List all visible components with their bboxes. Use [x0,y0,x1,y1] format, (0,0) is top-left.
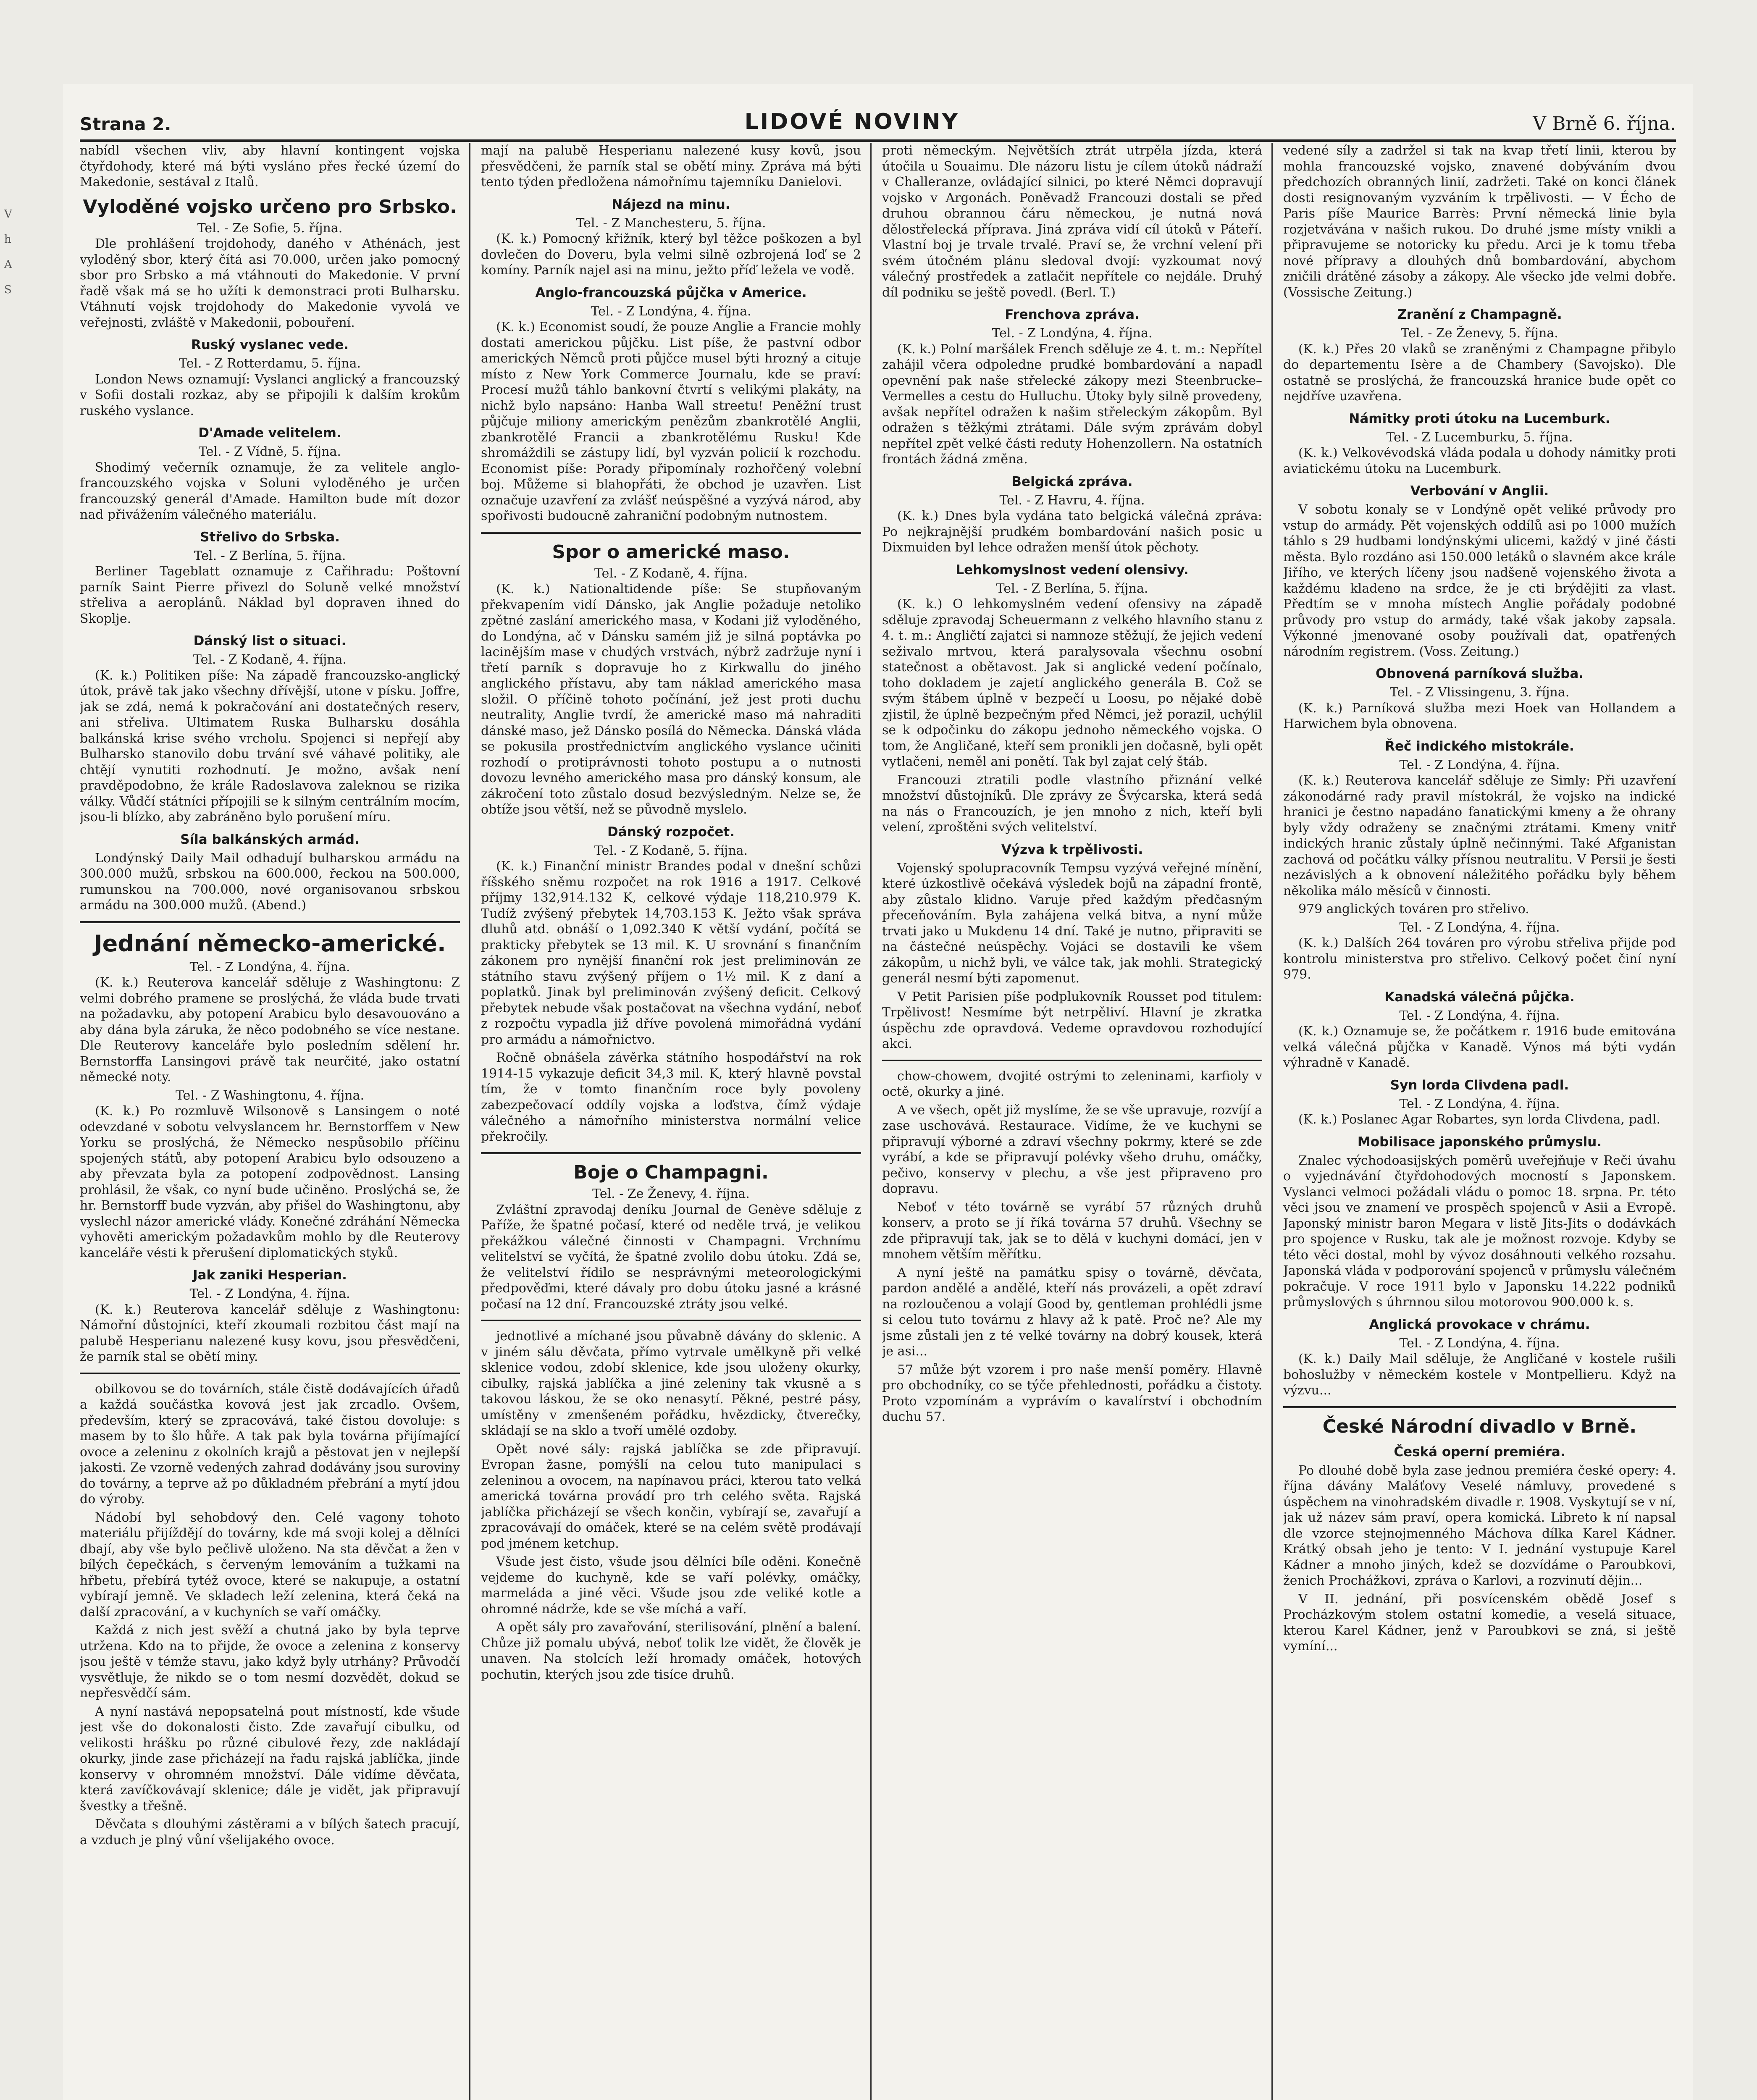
article-dateline: Tel. - Z Rotterdamu, 5. října. [179,356,361,371]
article-paragraph: vedené síly a zadržel si tak na kvap třetí linii, kterou by mohla francouzské vojsko, znavené dobýváním dvou předchozích obranných linií, zadržeti. Také on konci článek dosti resignovaným vyzváním k trpělivosti. — V Écho de Paris píše Maurice Barrès: První německá linie byla rozjetvávána v našich rukou. Do druhé jsme místy vnikli a připravujeme se notoricky ku předu. Arci je k tomu třeba nové přípravy a dlouhých dnů bombardování, abychom zničili drátěné zásoby a zákopy. Ale všecko jde velmi dobře. (Vossische Zeitung.) [1283,143,1676,300]
article-dateline: Tel. - Ze Sofie, 5. října. [197,220,343,236]
article-dateline: Tel. - Z Kodaně, 5. října. [594,843,748,858]
margin-mark: V [4,208,12,220]
article-paragraph: A opět sály pro zavařování, sterilisování, plnění a balení. Chůze již pomalu ubývá, neboť tolik lze vidět, že člověk je unaven. Na stolcích leží hromady omáček, hotových pochutin, kterých jsou zde tisíce druhů. [481,1620,861,1682]
article-headline: Zranění z Champagně. [1397,307,1562,322]
article-dateline: Tel. - Z Vlissingenu, 3. října. [1389,685,1570,700]
article-paragraph: Děvčata s dlouhými zástěrami a v bílých šatech pracují, a vzduch je plný vůní všelijakého ovoce. [80,1817,460,1848]
article-headline: Obnovená parníková služba. [1375,666,1584,681]
article-paragraph: Ročně obnášela závěrka státního hospodářství na rok 1914-15 vykazuje deficit 34,3 mil. K, který hlavně povstal tím, že v tomto finančním roce byly povoleny zabezpečovací oddíly vojska a loďstva, čímž výdaje válečného a námořního ministerstva normální velice překročily. [481,1050,861,1144]
page-number: Strana 2. [80,114,171,134]
article-paragraph: (K. k.) Poslanec Agar Robartes, syn lorda Clivdena, padl. [1298,1112,1661,1127]
article-dateline: Tel. - Z Berlína, 5. října. [996,581,1148,596]
column-divider [469,143,470,2100]
section-rule [882,1060,1262,1061]
article-headline: Belgická zpráva. [1011,474,1133,489]
article-paragraph: Nádobí byl sehobdový den. Celé vagony tohoto materiálu přijíždějí do továrny, kde má svoji kolej a dělníci dbají, aby vše bylo pečlivě uloženo. Na sta děvčat a žen v bílých čepečkách, s červeným lemováním a tužkami na hřbetu, přebírá tytéž ovoce, které se nakupuje, a ostatní vybírají jemně. Ve skladech leží zelenina, která čeká na další zpracování, a v kuchyních se vaří omáčky. [80,1510,460,1620]
article-dateline: Tel. - Z Kodaně, 4. října. [594,566,748,581]
article-dateline: Tel. - Z Londýna, 4. října. [1399,1008,1560,1023]
article-dateline: Tel. - Z Londýna, 4. října. [189,1286,350,1301]
article-paragraph: nabídl všechen vliv, aby hlavní kontingent vojska čtyřdohody, které má býti vysláno přes řecké území do Makedonie, sestával z Italů. [80,143,460,189]
article-dateline: Tel. - Ze Ženevy, 4. října. [592,1186,750,1201]
article-headline: Spor o americké maso. [552,541,790,563]
article-paragraph: (K. k.) Economist soudí, že pouze Anglie a Francie mohly dostati americkou půjčku. List píše, že pastvní odbor amerických Němců proti půjčce musel býti hrozný a cituje místo z New York Commerce Journalu, kde se praví: Procesí mužů táhlo bankovní čtvrtí s velikými plakáty, na nichž bylo napsáno: Hanba Wall streetu! Peněžní trust půjčuje miliony americkým penězům zbankrotělé Anglii, zbankrotělé Francii a zbankrotělému Rusku! Kde shromáždili se zástupy lidí, byl vyzván policií k rozchodu. Economist píše: Porady připomínaly rozhořčený volební boj. Můžeme si blahopřáti, že obchod je uzavřen. List označuje uzavření za zvlášť neúspěšné a vyzývá národ, aby spořivosti budoucně zahraniční podobným nutnostem. [481,320,861,523]
article-paragraph: Vojenský spolupracovník Tempsu vyzývá veřejné mínění, které úzkostlivě očekává výsledek bojů na západní frontě, aby zůstalo klidno. Varuje před každým předčasným přeceňováním. Byla zahájena velká bitva, a nyní může trvati jako u Mukdenu 14 dní. Také je nutno, připraviti se na částečné neúspěchy. Vojáci se dostavili ke všem zákopům, u nichž byli, ve válce tak, jak mohli. Strategický generál nesmí býti zapomenut. [882,861,1262,986]
article-headline: Česká operní premiéra. [1394,1444,1565,1460]
article-paragraph: mají na palubě Hesperianu nalezené kusy kovů, jsou přesvědčeni, že parník stal se obětí miny. Zpráva má býti tento týden předložena námořnímu tajemníku Danielovi. [481,143,861,189]
article-paragraph: (K. k.) Nationaltidende píše: Se stupňovaným překvapením vidí Dánsko, jak Anglie požaduje netolikо zpětné zaslání amerického masa, v Kodani již vyloděného, do Londýna, ač v Dánsku samém již je silná poptávka po lacinějším mase v chudých vrstvách, nýbrž zadržuje nyní i třetí parník s dopravuje ho z Kirkwallu do jiného anglického přístavu, aby tam náklad amerického masa složil. O příčině tohoto počínání, jež jest proti duchu neutrality, Anglie tvrdí, že americké maso má nahraditi dánské maso, jež Dánsko posílá do Německa. Dánská vláda se pokusila prostřednictvím anglického vyslance učiniti rozhodí o protiprávnosti tohoto postupu a o nutnosti dovozu levného amerického masa pro dánský konsum, ale zákročení toto zůstalo dosud bezvýsledným. Nelze se, že obtíže jsou větší, než se původně myslelo. [481,582,861,817]
article-headline: Námitky proti útoku na Lucemburk. [1349,411,1610,426]
article-paragraph: (K. k.) Pomocný křižník, který byl těžce poškozen a byl dovlečen do Doveru, byla velmi silně ozbrojená loď se 2 komíny. Parník najel asi na minu, ježto příď ležela ve vodě. [481,231,861,278]
article-dateline: Tel. - Z Londýna, 4. října. [1399,1096,1560,1111]
article-dateline: Tel. - Z Havru, 4. října. [999,493,1145,508]
article-headline: Boje o Champagni. [573,1162,769,1183]
newspaper-title: LIDOVÉ NOVINY [744,109,960,134]
column-4 [1283,143,1676,2100]
article-paragraph: Berliner Tageblatt oznamuje z Cařihradu: Poštovní parník Saint Pierre přivezl do Soluně velké množství střeliva a aeroplánů. Náklad byl dopraven ihned do Skoplje. [80,564,460,626]
article-headline: Lehkomyslnost vedení olensivy. [956,562,1189,578]
article-paragraph: Neboť v této továrně se vyrábí 57 různých druhů konserv, a proto se jí říká továrna 57 druhů. Všechny se zde připravují tak, jak se to dělá v kuchyni domácí, jen v mnohem větším měřítku. [882,1200,1262,1262]
running-header [80,88,1676,142]
article-paragraph: chow-chowem, dvojité ostrými to zeleninami, karfioly v octě, okurky a jiné. [882,1068,1262,1099]
article-paragraph: Znalec východoasijských poměrů uveřejňuje v Reči úvahu o vyjednávání čtyřdohodových mocností s Japonskem. Vyslanci velmoci požádali vládu o pomoc 18. srpna. Pr. této věci jsou ve znamení ve prospěch spojenců v Asii a Evropě. Japonský ministr baron Megara v listě Jits-Jits o dodávkách pro spojence v Rusku, tak ale je možnost rozvoje. Kdyby se této věci dostal, mohl by vývoz dosáhnouti velkého rozsahu. Japonská vláda v podporování spojenců v průmyslu válečném pokračuje. V roce 1911 bylo v Japonsku 14.222 podniků průmyslových s úhrnnou silou motorovou 900.000 k. s. [1283,1153,1676,1310]
article-headline: D'Amade velitelem. [198,425,341,441]
article-paragraph: V II. jednání, při posvícenském obědě Josef s Procházkovým stolem ostatní komedie, a veselá situace, kterou Karel Kádner, jenž v Paroubkovi se zná, si ještě vymíní... [1283,1591,1676,1654]
article-paragraph: Všude jest čisto, všude jsou dělníci bíle oděni. Konečně vejdeme do kuchyně, kde se vaří polévky, omáčky, marmeláda a jiné věci. Všude jsou zde veliké kotle a ohromné nádrže, kde se vše míchá a vaří. [481,1554,861,1617]
article-paragraph: A nyní ještě na památku spisy o továrně, děvčata, pardon andělé a andělé, kteří nás provázeli, a opět zdraví na rozloučenou a volají Good by, gentleman prohlédli jsme si celou tuto továrnu z hlavy až k patě. Proč ne? Ale my jsme zůstali jen z té velké továrny na dobrý kousek, která je asi... [882,1265,1262,1359]
article-headline: Frenchova zpráva. [1005,307,1140,322]
margin-marks [4,202,29,302]
margin-mark: h [4,233,11,246]
article-dateline: Tel. - Z Vídně, 5. října. [199,444,341,459]
article-dateline: Tel. - Z Kodaně, 4. října. [193,652,347,667]
article-paragraph: Zvláštní zpravodaj deníku Journal de Genève sděluje z Paříže, že špatné počasí, které od neděle trvá, je velikou překážkou válečné činnosti v Champagni. Vrchnímu velitelství se vyčítá, že špatné zvolilo dobu útoku. Zdá se, že velitelství řídilo se nesprávnými meteorologickými předpověďmi, které dávaly pro dobu útoku jasné a krásné počasí na 12 dní. Francouzské ztráty jsou velké. [481,1202,861,1312]
section-rule [481,1152,861,1154]
article-headline: Verbování v Anglii. [1410,483,1549,499]
article-paragraph: Dle prohlášení trojdohody, daného v Athénách, jest vyloděný sbor, který čítá asi 70.000, určen jako pomocný sbor pro Srbsko a má vtáhnouti do Makedonie. V první řadě však má se ho užíti k demonstraci proti Bulharsku. Vtáhnutí vojsk trojdohody do Makedonie vyvolá ve veřejnosti, zvláště v Makedonii, pobouření. [80,236,460,330]
article-paragraph: (K. k.) Polní maršálek French sděluje ze 4. t. m.: Nepřítel zahájil včera odpoledne prudké bombardování a napadl opevnění pak naše střelecké zákopy mezi Steenbrucke–Vermelles a cestu do Hulluchu. Útoky byly silně provedeny, avšak nepřítel odražen k našim střeleckým zákopům. Byl odražen s těžkými ztrátami. Dále svým zprávám dobyl nepřítel zpět velké části reduty Hohenzollern. Na ostatních frontách žádná změna. [882,341,1262,467]
column-1 [80,143,460,2100]
section-rule [481,532,861,534]
article-headline: Střelivo do Srbska. [200,529,340,545]
article-headline: České Národní divadlo v Brně. [1322,1415,1637,1437]
article-paragraph: London News oznamují: Vyslanci anglický a francouzský v Sofii dostali rozkaz, aby se připojili k dalším krokům ruského vyslance. [80,372,460,418]
article-paragraph: Každá z nich jest svěží a chutná jako by byla teprve utržena. Kdo na to přijde, že ovoce a zelenina z konservy jsou ještě v témže stavu, jako když byly utrhány? Průvodčí vysvětluje, že nikdo se o tom nesmí dozvědět, dokud se nepřesvědčí sám. [80,1623,460,1701]
article-paragraph: jednotlivé a míchané jsou půvabně dávány do sklenic. A v jiném sálu děvčata, přímo vytrvale umělkyně při velké sklenice vodou, zdobí sklenice, kde jsou uloženy okurky, cibulky, rajská jablíčka a jiné zeleniny tak vkusně a s takovou láskou, že se oko nenasytí. Pěkné, pestré pásy, umístěny v zmenšeném pořádku, hvězdicky, čtverečky, skládají se na sklo a tvoří umělé ozdoby. [481,1329,861,1438]
article-paragraph: Londýnský Daily Mail odhadují bulharskou armádu na 300.000 mužů, srbskou na 600.000, řeckou na 500.000, rumunskou na 700.000, nové organisovanou srbskou armádu na 300.000 mužů. (Abend.) [80,850,460,913]
article-paragraph: V sobotu konaly se v Londýně opět veliké průvody pro vstup do armády. Pět vojenských oddílů asi po 1000 mužích táhlo s 29 hudbami londýnskými ulicemi, každý v jiné části města. Bylo rozdáno asi 150.000 letáků o slavném akce krále Jiřího, ve kterých líčeny jsou nadšeně vojenského života a každému kladeno na srdce, že je cti brýdějiti za vlast. Předtím se v mnoha místech Anglie pořádaly podobné průvody pro vstup do armády, také však jakoby zapsala. Výkonné jmenované osoby používali dat, opatřených národním registrem. (Voss. Zeitung.) [1283,502,1676,659]
article-dateline: Tel. - Z Londýna, 4. října. [1399,1336,1560,1351]
article-paragraph: (K. k.) O lehkomyslném vedení ofensivy na západě sděluje zpravodaj Scheuermann z velkého hlavního stanu z 4. t. m.: Angličtí zajatci si namnoze stěžují, že jejich vedení seživalo mrtvou, která paralysovala všechnu osobní statečnost a obětavost. Jak si anglické vedení počínalo, toho dokladem je zajetí anglického generála B. Což se svým štábem úplně v bezpečí u Loosu, po nějaké době zjistil, že úplně bezpečným před Němci, jež porazil, uchýlil se k odpočinku do zákopu jednoho německého vojska. O tom, že Angličané, kteří sem pronikli jen dočasně, byli opět vytlačeni, neměl ani ponětí. Tak byl zajat celý štáb. [882,597,1262,769]
article-dateline: Tel. - Ze Ženevy, 5. října. [1401,326,1558,341]
article-paragraph: A nyní nastává nepopsatelná pout místností, kde všude jest vše do dokonalosti čisto. Zde zavařují cibulku, od velikosti hrášku po různé cibulové řezy, zde nakládají okurky, jinde zase přicházejí na řadu rajská jablíčka, jinde konservy v ohromném množství. Dále vidíme děvčata, která zavíčkovávají sklenice; dále je vidět, jak připravují švestky a třešně. [80,1704,460,1814]
article-headline: Nájezd na minu. [612,197,730,212]
article-paragraph: obilkovou se do továrních, stále čistě dodávajících úřadů a každá součástka kovová jest jak zrcadlo. Ovšem, především, který se zpracovává, také čistou dovoluje: s masem by to šlo hůře. A tak pak byla továrna přijímající ovoce a zeleninu z okolních krajů a pěstovat jen v nejlepší jakosti. Ze vzorně vedených zahrad dodávány jsou suroviny do továrny, a teprve až po důkladném přebrání a mytí jdou do výroby. [80,1381,460,1507]
article-headline: Kanadská válečná půjčka. [1384,989,1575,1005]
article-paragraph: (K. k.) Dnes byla vydána tato belgická válečná zpráva: Po nejkrajnější prudkém bombardování našich posic u Dixmuiden byl lehce odražen menší útok pěchoty. [882,509,1262,555]
section-rule [481,1320,861,1321]
article-paragraph: Shodimý večerník oznamuje, že za velitele anglo-francouzského vojska v Soluni vyloděného je určen francouzský generál d'Amade. Hamilton bude mít dozor nad přivážením válečného materiálu. [80,460,460,522]
article-dateline: Tel. - Z Londýna, 4. října. [591,304,751,319]
article-dateline: Tel. - Z Londýna, 4. října. [1399,757,1560,772]
article-dateline: Tel. - Z Londýna, 4. října. [1399,920,1560,935]
article-paragraph: (K. k.) Velkovévodská vláda podala u dohody námitky proti aviatickému útoku na Lucemburk. [1283,446,1676,476]
article-paragraph: (K. k.) Reuterova kancelář sděluje z Washingtonu: Námořní důstojníci, kteří zkoumali rozbitou část mají na palubě Hesperianu nalezené kusy kovu, jsou přesvědčeni, že parník stal se obětí miny. [80,1302,460,1364]
article-headline: Anglo-francouzská půjčka v Americe. [535,285,807,300]
article-paragraph: Francouzi ztratili podle vlastního přiznání velké množství důstojníků. Dle zprávy ze Švýcarska, která sedá na nás o Francouzích, je jen mnoho z nich, kteří byli velení, zproštěni svých velitelství. [882,772,1262,835]
article-dateline: Tel. - Z Lucemburku, 5. října. [1386,430,1573,445]
article-headline: Jak zaniki Hesperian. [193,1268,347,1283]
article-headline: Anglická provokace v chrámu. [1369,1317,1590,1332]
article-paragraph: A ve všech, opět již myslíme, že se vše upravuje, rozvíjí a zase uschovává. Restaurace. Vidíme, že ve kuchyni se připravují výborné a zdraví všechny pokrmy, které se zde vyrábí, a kde se připravují polévky všeho druhu, omáčky, pečivo, konservy v plechu, a vše jest připraveno pro dopravu. [882,1102,1262,1196]
article-paragraph: (K. k.) Daily Mail sděluje, že Angličané v kostele rušili bohoslužby v německém kostele v Montpellieru. Když na výzvu... [1283,1352,1676,1398]
article-paragraph: (K. k.) Přes 20 vlaků se zraněnými z Champagne přibylo do departementu Isère a de Chambery (Savojsko). Dle ostatně se proslýchá, že francouzská hranice bude opět co nejdříve uzavřena. [1283,341,1676,404]
article-paragraph: (K. k.) Reuterova kancelář sděluje z Washingtonu: Z velmi dobrého pramene se proslýchá, že vláda bude trvati na požadavku, aby potopení Arabicu bylo desavouováno a aby dána byla záruka, že něco podobného se více nestane. Dle Reuterovy kanceláře bylo posledním sdělení hr. Bernstorffa Lansingovi právě tak neurčité, jako ostatní německé noty. [80,975,460,1084]
article-paragraph: (K. k.) Politiken píše: Na západě francouzsko-anglický útok, právě tak jako všechny dřívější, utone v písku. Joffre, jak se zdá, nemá k pokračování ani dostatečných reserv, ani střeliva. Ultimatem Ruska Bulharsku dosáhla balkánská krise svého vrcholu. Spojenci si nepřejí aby Bulharsko stanovilo dobu trvání své váhavé politiky, ale chtějí vynutiti rozhodnutí. Je možno, avšak není pravděpodobno, že krále Radoslavova zaleknou se rizika války. Vůdčí státníci přípojili se k silným centrálním mocím, jsou-li blízko, aby zabráněno bylo porušení míru. [80,668,460,824]
column-3 [882,143,1262,2100]
column-divider [1271,143,1273,2100]
article-dateline: Tel. - Z Londýna, 4. října. [992,326,1153,341]
article-paragraph: (K. k.) Po rozmluvě Wilsonově s Lansingem o noté odevzdané v sobotu velvyslancem hr. Bernstorffem v New Yorku se proslýchá, že Německo nespůsobilo příčinu spojených států, aby potopení Arabicu bylo odsouzeno a aby převzata byla za potopení zodpovědnost. Lansing prohlásil, že však, co nyní bude učiněno. Proslýchá se, že hr. Bernstorff bude vyzván, aby přišel do Washingtonu, aby vyslechl názor americké vlády. Konečné zdráhání Německa vyhověti americkým požadavkům mohlo by dle Reuterovy kanceláře vésti k přerušení diplomatických styků. [80,1104,460,1260]
column-2 [481,143,861,2100]
article-headline: Dánský list o situaci. [193,633,347,648]
article-paragraph: (K. k.) Reuterova kancelář sděluje ze Simly: Při uzavření zákonodárné rady pravil místokrál, že vojsko na indické hranici je čestno napadáno fanatickými kmeny a že ohrany byly vždy odraženy se značnými ztrátami. Kmeny vnitř indických hranic zůstaly úplně nečinnými. Také Afganistan zachová od počátku války přísnou neutralitu. V Persii je šesti nezávislých a k obnovení náležitého pořádku byly během několika málo měsíců v činnosti. [1283,773,1676,898]
article-dateline: Tel. - Z Berlína, 5. října. [194,548,346,563]
article-paragraph: V Petit Parisien píše podplukovník Rousset pod titulem: Trpělivost! Nesmíme být netrpěliví. Hlavní je zkratka úspěchu zde opravdová. Vedeme opravdovou rozhodující akci. [882,989,1262,1051]
column-divider [870,143,872,2100]
article-paragraph: Opět nové sály: rajská jablíčka se zde připravují. Evropan žasne, pomýšlí na celou tuto manipulaci s zeleninou a ovocem, na napínavou práci, kterou tato velká americká továrna provádí pro trh celého světa. Rajská jablíčka přicházejí se všech končin, vybírají se, zavařují a zpracovávají do omáček, které se na celém světě prodávají pod jménem ketchup. [481,1441,861,1551]
place-date: V Brně 6. října. [1533,113,1676,134]
columns [80,143,1676,2100]
article-dateline: Tel. - Z Washingtonu, 4. října. [175,1088,365,1103]
article-paragraph: Po dlouhé době byla zase jednou premiéra české opery: 4. října dávány Maláťovy Veselé námluvy, provedené s úspěchem na vinohradském divadle r. 1908. Vyskytují se v ní, jak už název sám praví, opera komická. Libreto k ní napsal dle vzorce stejnojmenného Máchova dílka Karel Kádner. Krátký obsah jeho je tento: V I. jednání vystupuje Karel Kádner a mnoho jiných, kdež se dozvídáme o Paroubkovi, ženich Prochážkovi, zpráva o Karlovi, a rozvinutí dějin... [1283,1463,1676,1588]
article-paragraph: proti německým. Největších ztrát utrpěla jízda, která útočila u Souaimu. Dle názoru listu je cílem útoků nádraží v Challeranze, ovládající silnici, po které Němci dopravují vojsko v Argonách. Poněvadž Francouzi dostali se před druhou obrannou čáru německou, je nutná nová dělostřelecká příprava. Jiná zpráva vidí cíl útoků v Páteří. Vlastní boj je trvale trvalé. Praví se, že vrchní velení při svém útočném plánu sledoval dvojí: vyzkoumat nový válečný prostředek a zatlačit nepřítele co nejdále. Druhý díl podniku se ještě povedl. (Berl. T.) [882,143,1262,300]
article-paragraph: (K. k.) Finanční ministr Brandes podal v dnešní schůzi říšského sněmu rozpočet na rok 1916 a 1917. Celkové příjmy 132,914.132 K, celkové výdaje 118,210.979 K. Tudíž zvýšený přebytek 14,703.153 K. Ježto však správa dluhů atd. obnáší o 1,092.340 K větší vydání, počítá se prakticky přebytek se 13 mil. K. U srovnání s finančním zákonem pro nynější finanční rok jest preliminován ze státního stavu zvýšený příjem o 1½ mil. K z daní a poplatků. Jinak byl preliminován zvýšený deficit. Celkový přebytek nebude však postačovat na všechna vydání, neboť z rozpočtu vypadla již dříve povolená mimořádná vydání pro armádu a námořnictvo. [481,859,861,1047]
article-headline: Síla balkánských armád. [180,832,360,847]
article-headline: Jednání německo-americké. [94,930,446,957]
article-headline: Mobilisace japonského průmyslu. [1357,1134,1602,1150]
article-paragraph: (K. k.) Oznamuje se, že počátkem r. 1916 bude emitována velká válečná půjčka v Kanadě. Výnos má býti vydán výhradně v Kanadě. [1283,1024,1676,1070]
article-headline: Řeč indického mistokrále. [1385,738,1574,754]
margin-mark: A [4,258,12,271]
section-rule [80,1373,460,1374]
article-headline: Ruský vyslanec vede. [191,337,349,352]
article-headline: Syn lorda Clivdena padl. [1390,1077,1569,1093]
section-rule [80,921,460,923]
article-paragraph: 57 může být vzorem i pro naše menší poměry. Hlavně pro obchodníky, co se týče přehlednosti, pořádku a čistoty. Proto vzpomínám a vyprávím o kavalírství i obchodním duchu 57. [882,1362,1262,1424]
article-paragraph: 979 anglických továren pro střelivo. [1298,902,1529,916]
article-headline: Výzva k trpělivosti. [1001,842,1143,857]
article-headline: Dánský rozpočet. [607,824,735,840]
article-paragraph: (K. k.) Parníková služba mezi Hoek van Hollandem a Harwichem byla obnovena. [1283,701,1676,731]
section-rule [1283,1406,1676,1408]
margin-mark: S [4,284,12,296]
article-headline: Vyloděné vojsko určeno pro Srbsko. [83,196,457,218]
article-dateline: Tel. - Z Londýna, 4. října. [189,959,350,974]
article-paragraph: (K. k.) Dalších 264 továren pro výrobu střeliva přijde pod kontrolu ministerstva pro střelivo. Celkový počet činí nyní 979. [1283,936,1676,982]
article-dateline: Tel. - Z Manchesteru, 5. října. [576,215,766,231]
